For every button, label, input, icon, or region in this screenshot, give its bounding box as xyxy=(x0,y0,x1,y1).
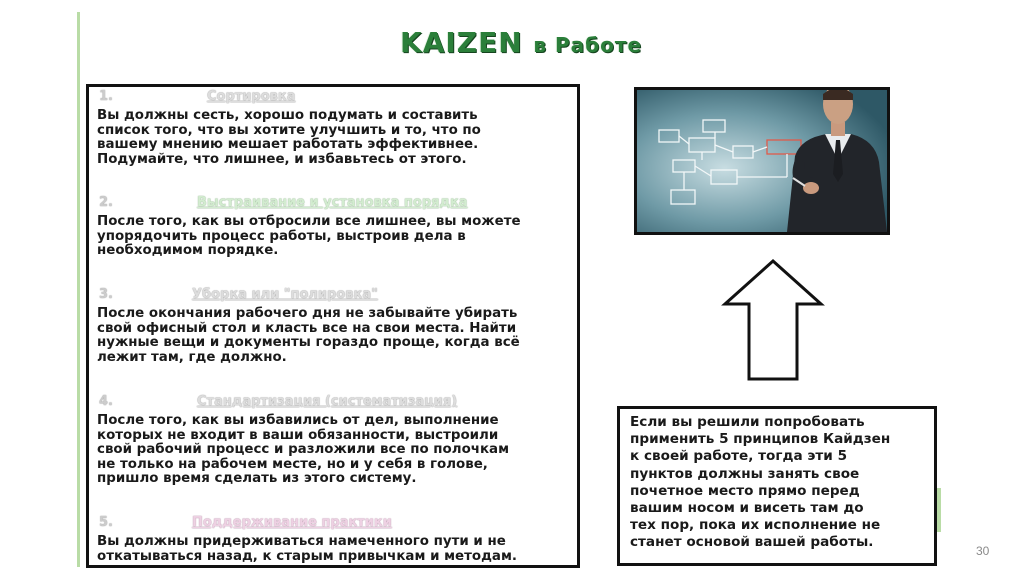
right-accent-line xyxy=(937,488,941,532)
section-heading: Выстраивание и установка порядка xyxy=(197,195,468,210)
up-arrow-icon xyxy=(720,258,826,382)
section-body: Вы должны сесть, хорошо подумать и составить список того, что вы хотите улучшить и то, что по вашему мнению мешает работать эффективнее. Подумайте, что лишнее, и избавьтесь от этого. xyxy=(97,108,481,167)
section-standardization xyxy=(97,394,575,487)
principles-panel xyxy=(86,84,580,568)
section-number: 5. xyxy=(99,515,113,530)
section-cleaning xyxy=(97,287,575,365)
section-heading: Уборка или "полировка" xyxy=(192,287,378,302)
section-number: 4. xyxy=(99,394,113,409)
title-suffix: в Работе xyxy=(533,33,643,57)
left-accent-line xyxy=(77,12,80,567)
section-number: 3. xyxy=(99,287,113,302)
section-heading: Стандартизация (систематизация) xyxy=(197,394,458,409)
section-body: После окончания рабочего дня не забывайте убирать свой офисный стол и класть все на свои места. Найти нужные вещи и документы гораздо проще, когда всё лежит там, где должно. xyxy=(97,306,520,365)
section-sorting xyxy=(97,89,575,167)
slide-title xyxy=(400,26,642,59)
title-main: KAIZEN xyxy=(400,26,523,59)
section-heading: Сортировка xyxy=(207,89,296,104)
section-ordering xyxy=(97,195,575,259)
section-number: 2. xyxy=(99,195,113,210)
note-text: Если вы решили попробовать применить 5 принципов Кайдзен к своей работе, тогда эти 5 пунктов должны занять свое почетное место прямо перед вашим носом и висеть там до тех пор, пока их исполнение не станет основой вашей работы. xyxy=(630,414,891,551)
section-body: Вы должны придерживаться намеченного пути и не откатываться назад, к старым привычкам и методам. xyxy=(97,534,517,564)
kaizen-note-box xyxy=(617,406,937,566)
section-practice xyxy=(97,515,575,564)
section-heading: Поддерживание практики xyxy=(192,515,392,530)
businessman-drawing-flowchart-photo xyxy=(634,87,890,235)
section-number: 1. xyxy=(99,89,113,104)
section-body: После того, как вы избавились от дел, выполнение которых не входит в ваши обязанности, выстроили свой рабочий процесс и разложили все по полочкам не только на рабочем месте, но и у себя в голове, пришло время сделать из этого систему. xyxy=(97,413,510,486)
section-body: После того, как вы отбросили все лишнее, вы можете упорядочить процесс работы, выстроив дела в необходимом порядке. xyxy=(97,214,521,258)
page-number: 30 xyxy=(976,544,990,558)
